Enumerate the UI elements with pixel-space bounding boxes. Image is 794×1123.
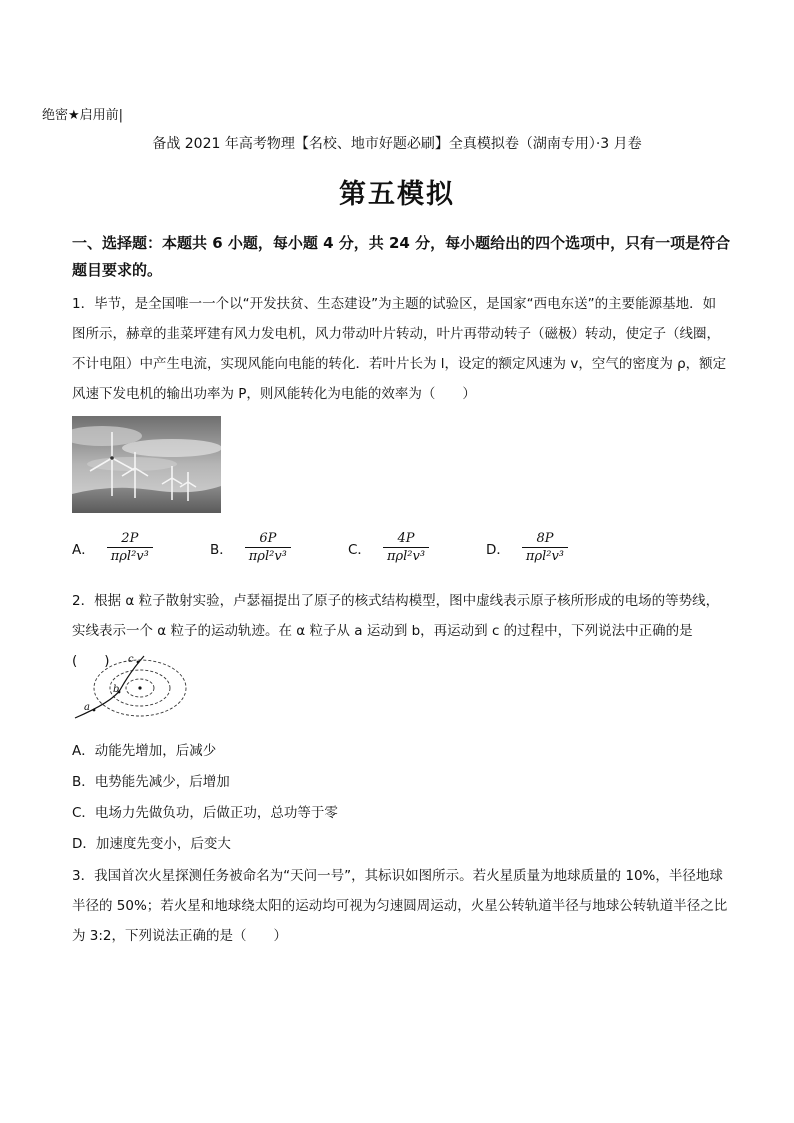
q1-option-a-denominator: πρl²v³ <box>107 547 153 565</box>
q1-option-d-numerator: 8P <box>536 531 554 546</box>
page-title: 第五模拟 <box>339 179 455 210</box>
q1-option-d-label: D． <box>486 541 510 558</box>
q1-option-c-numerator: 4P <box>397 531 415 546</box>
q1-option-d-fraction <box>522 530 568 565</box>
q1-option-d-denominator: πρl²v³ <box>522 547 568 565</box>
alpha-scattering-diagram <box>72 650 190 722</box>
q1-option-b-denominator: πρl²v³ <box>245 547 291 565</box>
diagram-label-a: a <box>84 702 90 713</box>
q1-option-d[interactable] <box>486 530 568 565</box>
q1-option-c-denominator: πρl²v³ <box>383 547 429 565</box>
q1-option-c[interactable] <box>348 530 429 565</box>
q2-option-a[interactable]: A．动能先增加，后减少 <box>72 743 217 759</box>
exam-subtitle: 备战 2021 年高考物理【名校、地市好题必刷】全真模拟卷（湖南专用）·3 月卷 <box>152 136 642 152</box>
question-1-text: 1．毕节，是全国唯一一个以“开发扶贫、生态建设”为主题的试验区，是国家“西电东送”的主要能源基地．如图所示，赫章的韭菜坪建有风力发电机，风力带动叶片转动，叶片再带动转子（磁极）转动，使定子（线圈，不计电阻）中产生电流，实现风能向电能的转化．若叶片长为 l，设定的额定风速为 v，空气的密度为 ρ，额定风速下发电机的输出功率为 P，则风能转化为电能的效率为（ ） <box>72 296 727 402</box>
q2-option-b[interactable]: B．电势能先减少，后增加 <box>72 774 230 790</box>
q1-option-a-fraction <box>107 530 153 565</box>
question-3-text: 3．我国首次火星探测任务被命名为“天问一号”，其标识如图所示。若火星质量为地球质量的 10%，半径地球半径的 50%；若火星和地球绕太阳的运动均可视为匀速圆周运动，火星公转轨道半径与地球公转轨道半径之比为 3:2，下列说法正确的是（ ） <box>72 868 728 944</box>
q1-option-a[interactable] <box>72 530 153 565</box>
question-2-text: 2．根据 α 粒子散射实验，卢瑟福提出了原子的核式结构模型，图中虚线表示原子核所形成的电场的等势线，实线表示一个 α 粒子的运动轨迹。在 α 粒子从 a 运动到 b，再运动到 c 的过程中，下列说法中正确的是( ) <box>72 593 720 669</box>
wind-turbine-photo <box>72 416 221 513</box>
q1-option-b-label: B． <box>210 541 233 558</box>
q1-option-b[interactable] <box>210 530 291 565</box>
q2-option-d[interactable]: D．加速度先变小，后变大 <box>72 836 231 852</box>
section-heading: 一、选择题：本题共 6 小题，每小题 4 分，共 24 分，每小题给出的四个选项中，只有一项是符合题目要求的。 <box>72 234 731 279</box>
q1-option-a-numerator: 2P <box>121 531 139 546</box>
diagram-label-b: b <box>113 684 120 695</box>
q2-option-c[interactable]: C．电场力先做负功，后做正功，总功等于零 <box>72 805 338 821</box>
confidential-mark: 绝密★启用前| <box>42 108 124 123</box>
q1-option-a-label: A． <box>72 541 95 558</box>
diagram-label-c: c <box>128 654 134 665</box>
q1-option-b-numerator: 6P <box>259 531 277 546</box>
q1-option-c-label: C． <box>348 541 371 558</box>
q1-option-b-fraction <box>245 530 291 565</box>
q1-option-c-fraction <box>383 530 429 565</box>
